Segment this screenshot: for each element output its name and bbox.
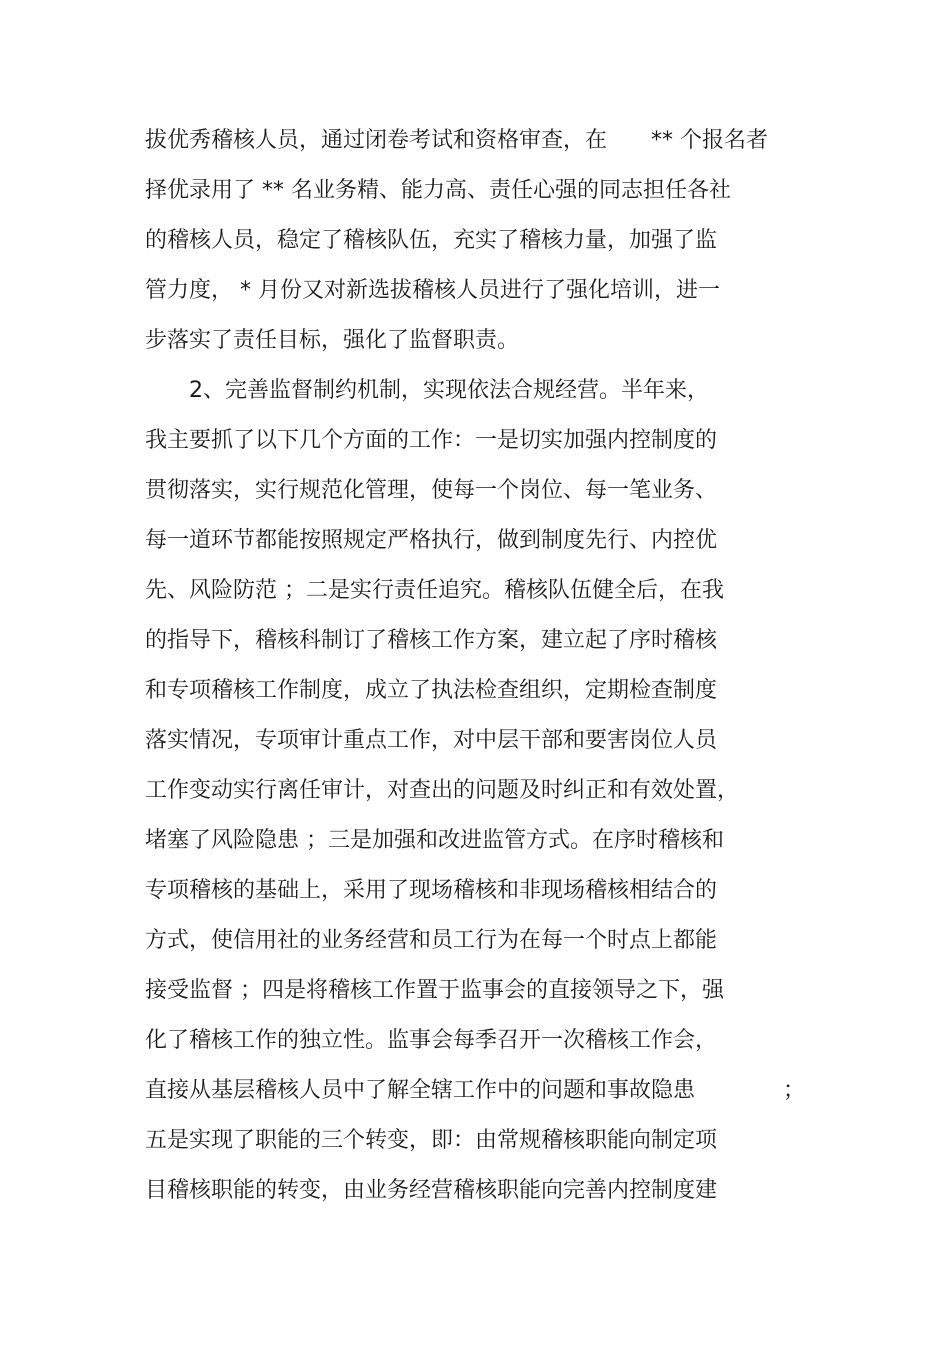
text-line: 和专项稽核工作制度，成立了执法检查组织，定期检查制度 xyxy=(145,678,718,703)
text-line: 每一道环节都能按照规定严格执行，做到制度先行、内控优 xyxy=(145,528,718,553)
text-line: 专项稽核的基础上，采用了现场稽核和非现场稽核相结合的 xyxy=(145,878,718,903)
text-line: 拔优秀稽核人员，通过闭卷考试和资格审查，在 ** 个报名者 xyxy=(145,128,768,153)
text-line: 先、风险防范 ；二是实行责任追究。稽核队伍健全后，在我 xyxy=(145,578,724,603)
text-line: 化了稽核工作的独立性。监事会每季召开一次稽核工作会， xyxy=(145,1028,718,1053)
text-line: 管力度， * 月份又对新选拔稽核人员进行了强化培训，进一 xyxy=(145,278,720,303)
text-line: 落实情况，专项审计重点工作，对中层干部和要害岗位人员 xyxy=(145,728,718,753)
text-line: 我主要抓了以下几个方面的工作：一是切实加强内控制度的 xyxy=(145,428,718,453)
text-line: 的稽核人员，稳定了稽核队伍，充实了稽核力量，加强了监 xyxy=(145,228,718,253)
text-line: 步落实了责任目标，强化了监督职责。 xyxy=(145,328,520,353)
text-line: 的指导下，稽核科制订了稽核工作方案，建立起了序时稽核 xyxy=(145,628,718,653)
text-line: 择优录用了 ** 名业务精、能力高、责任心强的同志担任各社 xyxy=(145,178,731,203)
text-line: 贯彻落实，实行规范化管理，使每一个岗位、每一笔业务、 xyxy=(145,478,718,503)
paragraph-heading-line: 2、完善监督制约机制，实现依法合规经营。半年来， xyxy=(145,378,709,403)
text-line: 方式，使信用社的业务经营和员工行为在每一个时点上都能 xyxy=(145,928,718,953)
text-line: 接受监督 ；四是将稽核工作置于监事会的直接领导之下，强 xyxy=(145,978,724,1003)
text-line: 目稽核职能的转变，由业务经营稽核职能向完善内控制度建 xyxy=(145,1178,718,1203)
text-line: 直接从基层稽核人员中了解全辖工作中的问题和事故隐患 ； xyxy=(145,1078,806,1103)
text-line: 堵塞了风险隐患 ；三是加强和改进监管方式。在序时稽核和 xyxy=(145,828,724,853)
text-line: 工作变动实行离任审计，对查出的问题及时纠正和有效处置， xyxy=(145,778,740,803)
text-line: 五是实现了职能的三个转变，即：由常规稽核职能向制定项 xyxy=(145,1128,718,1153)
